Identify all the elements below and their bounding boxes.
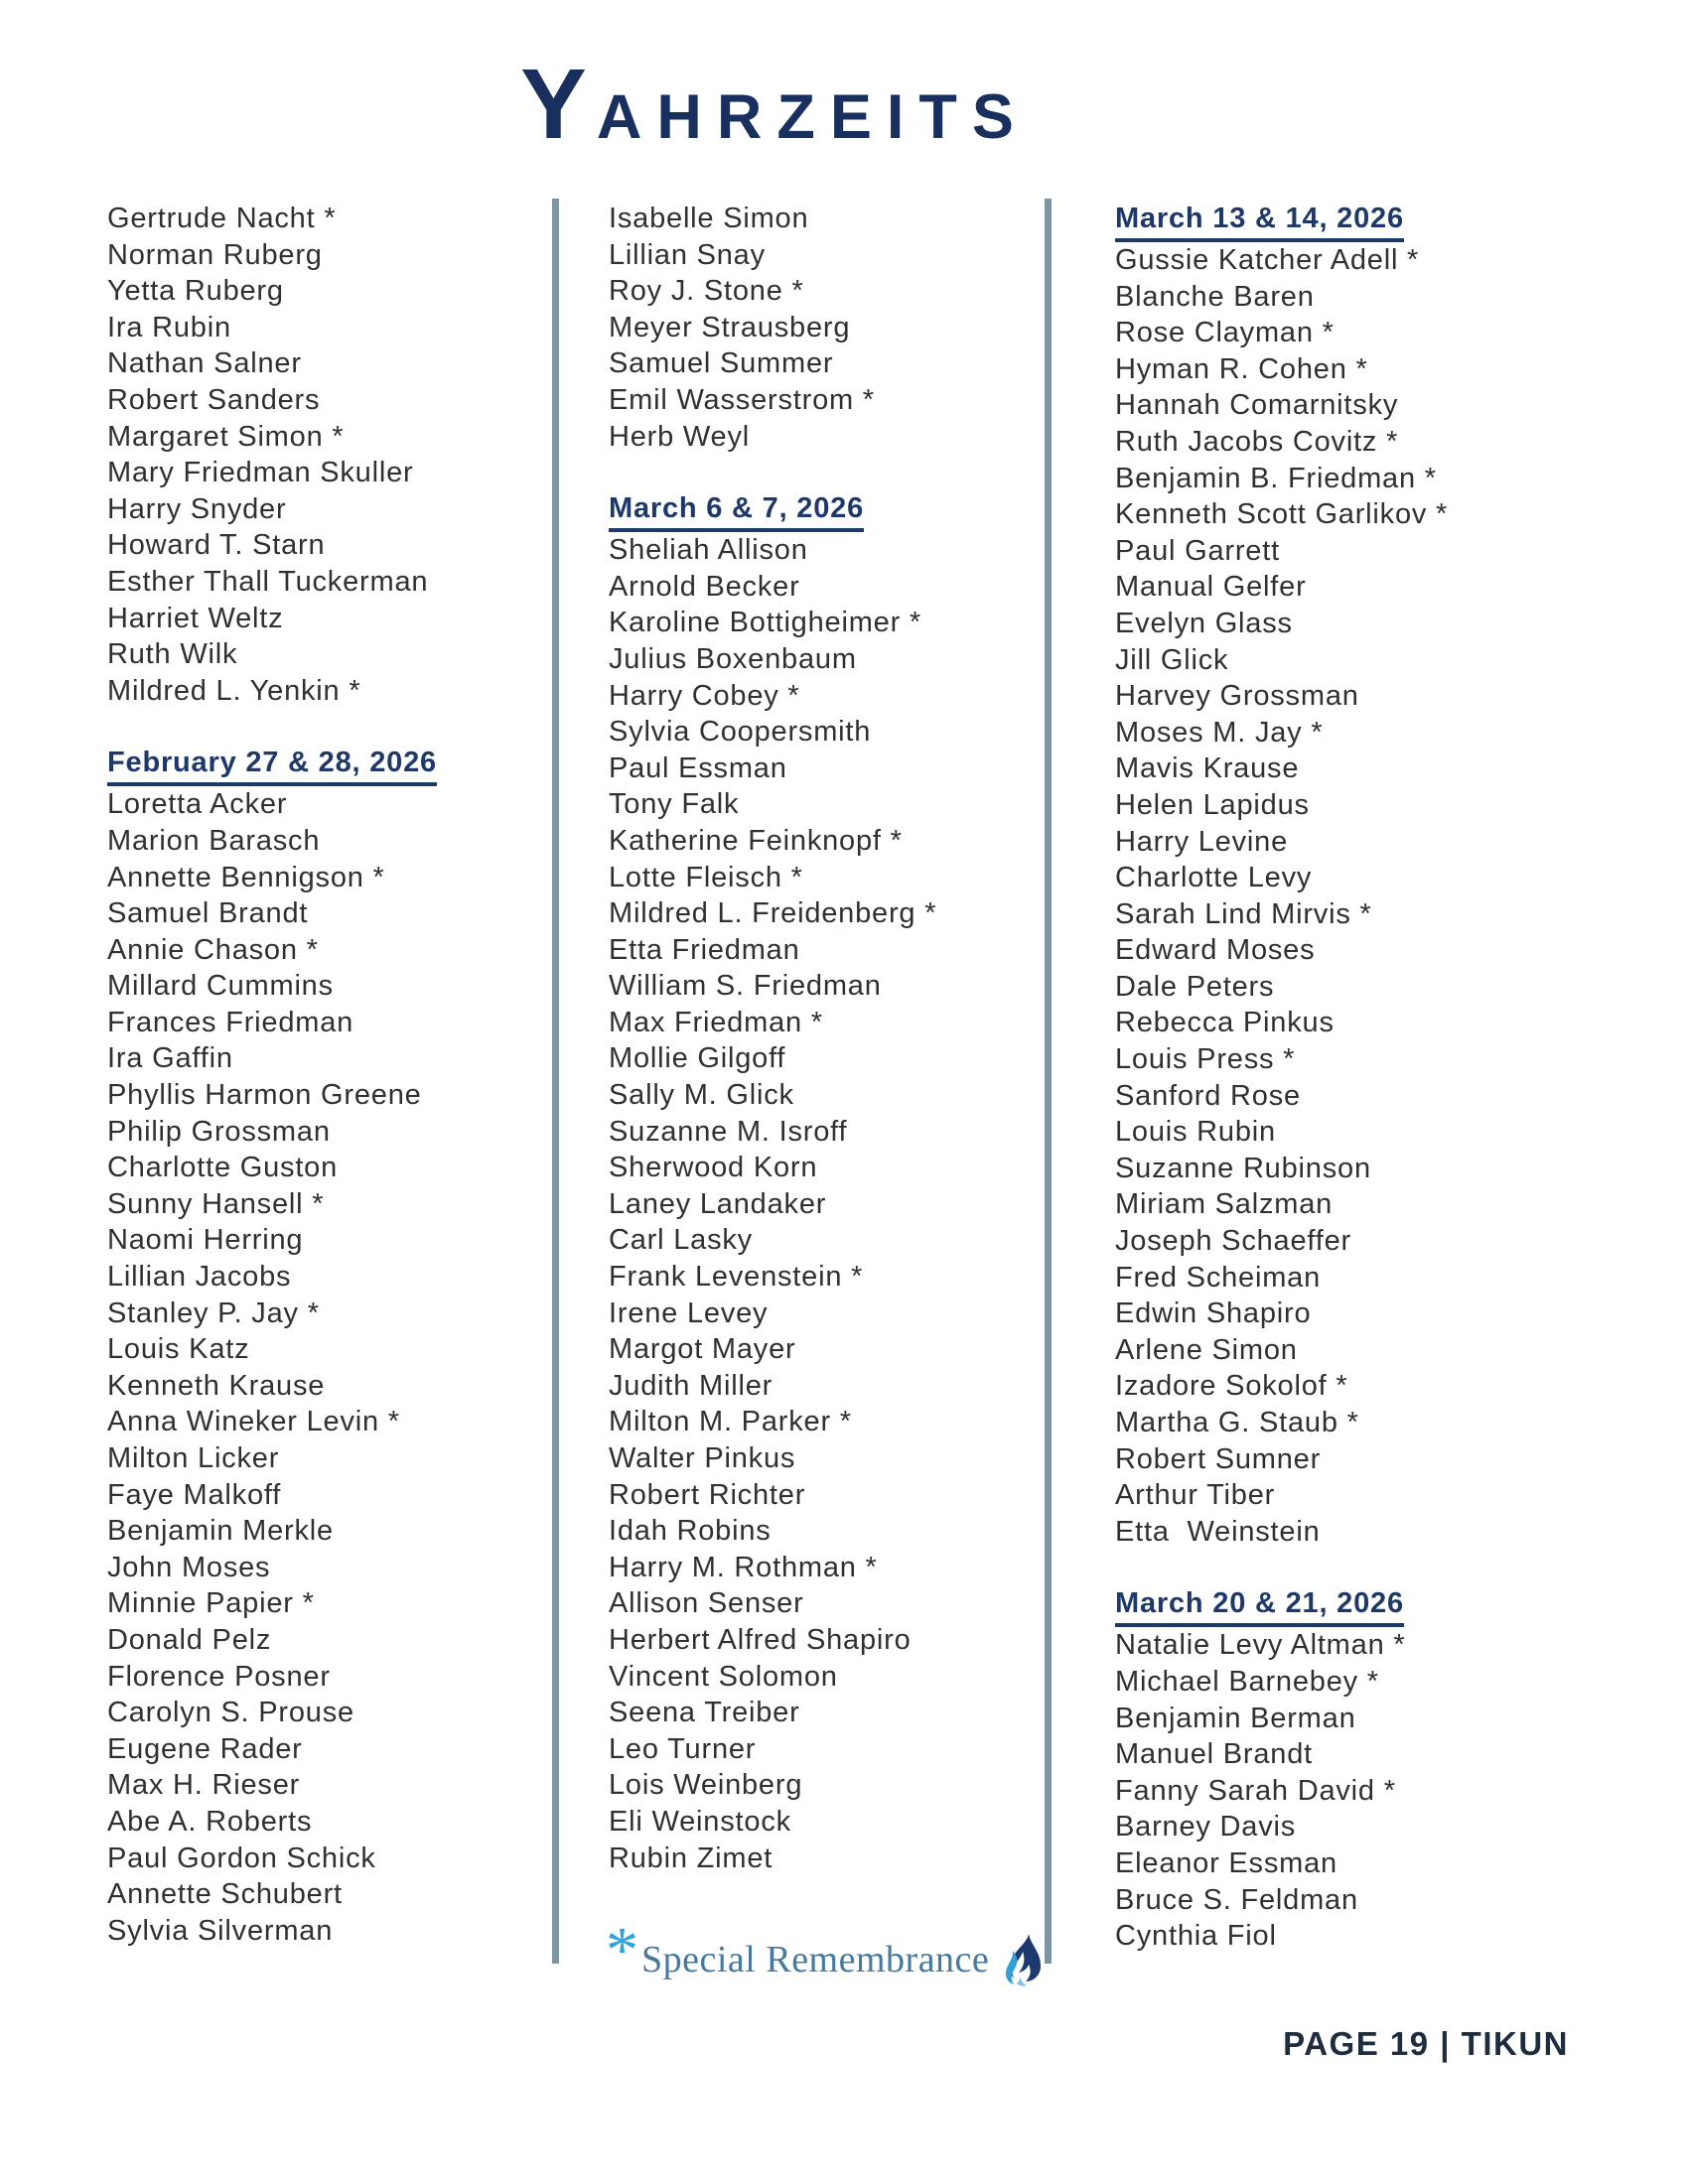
name-row: Katherine Feinknopf * xyxy=(609,824,903,857)
name-row: Annette Schubert xyxy=(107,1878,343,1911)
name-row: Ira Gaffin xyxy=(107,1042,233,1075)
name-row: Charlotte Guston xyxy=(107,1152,339,1184)
name-row: Annie Chason * xyxy=(107,933,319,966)
names-column-1 xyxy=(107,201,549,1949)
name-row: Eleanor Essman xyxy=(1115,1846,1337,1879)
name-row: Etta Friedman xyxy=(609,933,800,966)
name-row: Lillian Jacobs xyxy=(107,1261,292,1294)
name-row: Loretta Acker xyxy=(107,788,288,821)
name-row: Harvey Grossman xyxy=(1115,680,1359,713)
name-row: Abe A. Roberts xyxy=(107,1805,313,1838)
name-row: Naomi Herring xyxy=(107,1224,304,1257)
name-row: Evelyn Glass xyxy=(1115,607,1293,639)
name-row: Izadore Sokolof * xyxy=(1115,1370,1348,1403)
name-row: Lillian Snay xyxy=(609,238,766,271)
date-header: March 13 & 14, 2026 xyxy=(1115,201,1404,242)
name-row: Charlotte Levy xyxy=(1115,862,1313,894)
date-header: March 20 & 21, 2026 xyxy=(1115,1585,1404,1627)
special-remembrance-legend xyxy=(606,1914,1043,1995)
name-row: Marion Barasch xyxy=(107,824,321,857)
name-row: Helen Lapidus xyxy=(1115,788,1310,821)
name-row: Sylvia Silverman xyxy=(107,1914,334,1947)
name-row: Cynthia Fiol xyxy=(1115,1920,1277,1953)
name-row: Emil Wasserstrom * xyxy=(609,383,875,416)
date-header-row xyxy=(1115,1585,1602,1627)
name-row: Sunny Hansell * xyxy=(107,1187,325,1220)
name-row: Michael Barnebey * xyxy=(1115,1665,1379,1698)
name-row: Milton Licker xyxy=(107,1442,280,1474)
name-row: Benjamin Berman xyxy=(1115,1702,1356,1734)
name-row: Howard T. Starn xyxy=(107,529,326,562)
names-column-3 xyxy=(1115,201,1602,1955)
name-row: Annette Bennigson * xyxy=(107,861,385,893)
name-row: Fanny Sarah David * xyxy=(1115,1774,1396,1807)
name-row: Norman Ruberg xyxy=(107,238,323,271)
name-row: Mary Friedman Skuller xyxy=(107,457,414,489)
name-row: Benjamin B. Friedman * xyxy=(1115,462,1437,494)
name-row: Dale Peters xyxy=(1115,970,1275,1003)
name-row: Gertrude Nacht * xyxy=(107,203,337,234)
name-row: Milton M. Parker * xyxy=(609,1406,852,1438)
name-row: Jill Glick xyxy=(1115,643,1229,676)
name-row: Arthur Tiber xyxy=(1115,1479,1276,1512)
name-row: Sheliah Allison xyxy=(609,534,808,567)
name-row: Gussie Katcher Adell * xyxy=(1115,244,1420,276)
name-row: Judith Miller xyxy=(609,1369,774,1402)
name-row: Fred Scheiman xyxy=(1115,1261,1322,1294)
name-row: Blanche Baren xyxy=(1115,280,1315,313)
name-row: Idah Robins xyxy=(609,1515,772,1548)
name-row: Vincent Solomon xyxy=(609,1660,838,1693)
name-row: Margot Mayer xyxy=(609,1333,796,1366)
name-row: Ira Rubin xyxy=(107,311,231,343)
names-column-2 xyxy=(609,201,1041,1876)
name-row: Herbert Alfred Shapiro xyxy=(609,1623,912,1656)
name-row: Carolyn S. Prouse xyxy=(107,1697,354,1729)
flame-icon xyxy=(1001,1933,1043,1993)
name-row: Etta Weinstein xyxy=(1115,1515,1321,1548)
name-row: Mavis Krause xyxy=(1115,752,1300,785)
name-row: Ruth Jacobs Covitz * xyxy=(1115,425,1399,458)
name-row: Lotte Fleisch * xyxy=(609,861,803,893)
special-remembrance-asterisk: * xyxy=(606,1914,638,1986)
name-row: Sally M. Glick xyxy=(609,1079,794,1112)
name-row: Moses M. Jay * xyxy=(1115,716,1324,749)
name-row: Kenneth Krause xyxy=(107,1369,326,1402)
name-row: Natalie Levy Altman * xyxy=(1115,1629,1406,1662)
name-row: Ruth Wilk xyxy=(107,638,238,671)
name-row: Sylvia Coopersmith xyxy=(609,716,872,749)
name-row: Hannah Comarnitsky xyxy=(1115,389,1399,422)
name-row: Phyllis Harmon Greene xyxy=(107,1079,422,1112)
name-row: Irene Levey xyxy=(609,1297,769,1329)
name-row: Eugene Rader xyxy=(107,1732,303,1765)
name-row: Rose Clayman * xyxy=(1115,317,1335,349)
name-row: Suzanne Rubinson xyxy=(1115,1152,1371,1184)
name-row: Edward Moses xyxy=(1115,934,1316,967)
name-row: Julius Boxenbaum xyxy=(609,642,857,675)
name-row: Frank Levenstein * xyxy=(609,1261,864,1294)
date-header-row xyxy=(1115,201,1602,242)
name-row: Roy J. Stone * xyxy=(609,275,804,308)
name-row: Miriam Salzman xyxy=(1115,1188,1334,1221)
name-row: Paul Gordon Schick xyxy=(107,1842,376,1874)
name-row: Robert Sanders xyxy=(107,383,321,416)
name-row: Edwin Shapiro xyxy=(1115,1297,1312,1330)
name-row: Harriet Weltz xyxy=(107,602,284,634)
name-row: Allison Senser xyxy=(609,1587,804,1620)
name-row: Barney Davis xyxy=(1115,1811,1297,1843)
name-row: Harry Snyder xyxy=(107,492,287,525)
page-footer: PAGE 19 | TIKUN xyxy=(1283,2025,1569,2062)
name-row: Rebecca Pinkus xyxy=(1115,1007,1335,1039)
name-row: Samuel Summer xyxy=(609,347,834,380)
name-row: Paul Garrett xyxy=(1115,534,1280,567)
name-row: Lois Weinberg xyxy=(609,1769,803,1802)
name-row: Max H. Rieser xyxy=(107,1769,301,1802)
name-row: Mildred L. Freidenberg * xyxy=(609,897,937,930)
name-row: Robert Sumner xyxy=(1115,1442,1322,1475)
name-row: Minnie Papier * xyxy=(107,1587,315,1620)
name-row: Seena Treiber xyxy=(609,1697,800,1729)
name-row: Frances Friedman xyxy=(107,1006,354,1038)
date-header-row xyxy=(609,490,1041,532)
name-row: Samuel Brandt xyxy=(107,897,309,930)
name-row: Hyman R. Cohen * xyxy=(1115,352,1368,385)
column-divider-right xyxy=(1045,199,1052,1964)
name-row: Arlene Simon xyxy=(1115,1333,1298,1366)
name-row: Isabelle Simon xyxy=(609,203,809,234)
name-row: Harry M. Rothman * xyxy=(609,1551,878,1583)
name-row: John Moses xyxy=(107,1551,271,1583)
date-header-row xyxy=(107,745,549,786)
name-row: Rubin Zimet xyxy=(609,1842,774,1874)
name-row: Kenneth Scott Garlikov * xyxy=(1115,498,1449,531)
name-row: Bruce S. Feldman xyxy=(1115,1883,1358,1916)
name-row: Suzanne M. Isroff xyxy=(609,1115,848,1148)
name-row: Walter Pinkus xyxy=(609,1442,796,1474)
name-row: Manuel Brandt xyxy=(1115,1738,1314,1771)
name-row: Tony Falk xyxy=(609,788,740,821)
date-header: February 27 & 28, 2026 xyxy=(107,745,437,786)
name-row: Sherwood Korn xyxy=(609,1152,818,1184)
name-row: Mollie Gilgoff xyxy=(609,1042,786,1075)
name-row: Eli Weinstock xyxy=(609,1805,791,1838)
name-row: Herb Weyl xyxy=(609,420,751,453)
name-row: Philip Grossman xyxy=(107,1115,331,1148)
name-row: Robert Richter xyxy=(609,1478,806,1511)
page-title: YAHRZEITS xyxy=(520,49,1029,160)
name-row: Paul Essman xyxy=(609,751,787,784)
name-row: Nathan Salner xyxy=(107,347,302,380)
name-row: Louis Rubin xyxy=(1115,1116,1276,1149)
name-row: Harry Levine xyxy=(1115,825,1288,858)
name-row: Manual Gelfer xyxy=(1115,571,1307,604)
name-row: Mildred L. Yenkin * xyxy=(107,674,361,707)
name-row: William S. Friedman xyxy=(609,970,882,1003)
name-row: Joseph Schaeffer xyxy=(1115,1225,1351,1258)
name-row: Max Friedman * xyxy=(609,1006,823,1038)
name-row: Esther Thall Tuckerman xyxy=(107,565,429,598)
name-row: Karoline Bottigheimer * xyxy=(609,607,921,639)
name-row: Florence Posner xyxy=(107,1660,331,1693)
name-row: Margaret Simon * xyxy=(107,420,345,453)
name-row: Sarah Lind Mirvis * xyxy=(1115,897,1372,930)
name-row: Stanley P. Jay * xyxy=(107,1297,320,1329)
name-row: Anna Wineker Levin * xyxy=(107,1406,400,1438)
name-row: Faye Malkoff xyxy=(107,1478,282,1511)
column-divider-left xyxy=(552,199,559,1964)
name-row: Sanford Rose xyxy=(1115,1079,1301,1112)
date-header: March 6 & 7, 2026 xyxy=(609,490,864,532)
name-row: Carl Lasky xyxy=(609,1224,753,1257)
name-row: Laney Landaker xyxy=(609,1187,827,1220)
name-row: Millard Cummins xyxy=(107,970,334,1003)
name-row: Harry Cobey * xyxy=(609,679,800,712)
name-row: Meyer Strausberg xyxy=(609,311,851,343)
name-row: Benjamin Merkle xyxy=(107,1515,334,1548)
name-row: Donald Pelz xyxy=(107,1623,272,1656)
name-row: Louis Katz xyxy=(107,1333,250,1366)
name-row: Arnold Becker xyxy=(609,570,800,603)
name-row: Leo Turner xyxy=(609,1732,757,1765)
name-row: Louis Press * xyxy=(1115,1043,1296,1076)
name-row: Yetta Ruberg xyxy=(107,275,284,308)
name-row: Martha G. Staub * xyxy=(1115,1407,1359,1438)
special-remembrance-label: Special Remembrance xyxy=(641,1939,990,1980)
